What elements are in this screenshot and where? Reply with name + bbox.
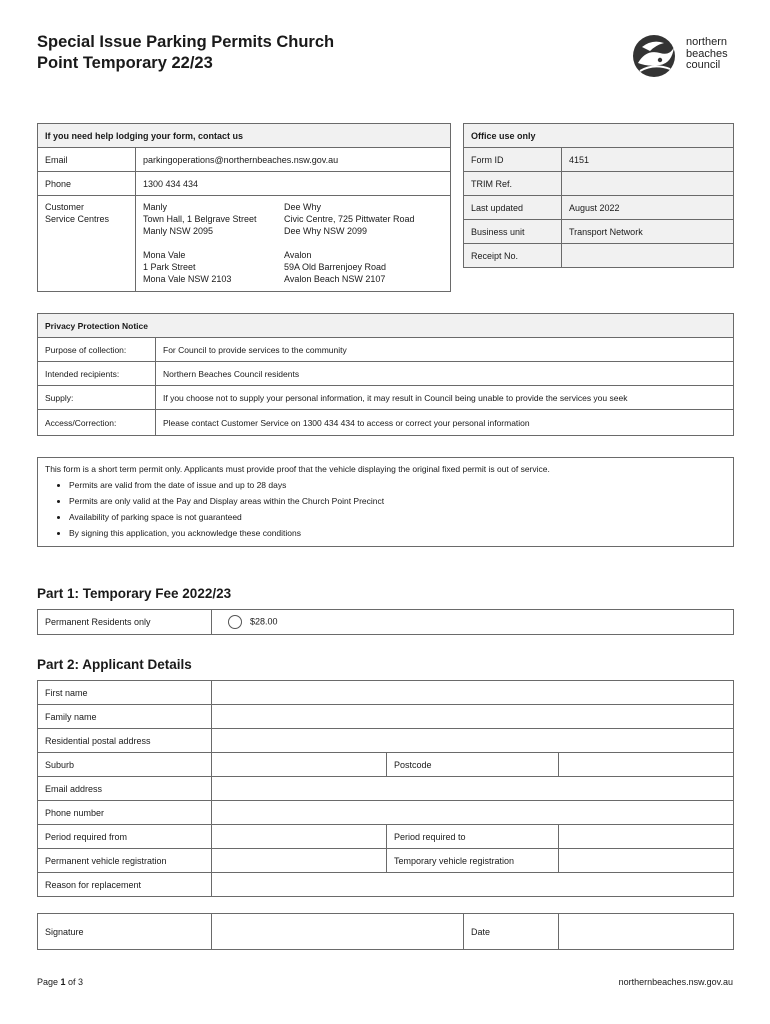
period-from-label: Period required from [38,825,212,849]
signature-label: Signature [38,914,212,950]
centre-address: 1 Park Street [143,262,196,272]
permanent-registration-field[interactable] [212,849,387,873]
notice-bullet-list [45,477,726,541]
temporary-registration-label: Temporary vehicle registration [387,849,559,873]
postal-address-label: Residential postal address [38,729,212,753]
contact-phone-value: 1300 434 434 [136,172,451,196]
office-trim-label: TRIM Ref. [464,172,562,196]
office-last-updated-label: Last updated [464,196,562,220]
contact-email-label: Email [38,148,136,172]
centre-suburb: Mona Vale NSW 2103 [143,274,232,284]
page-prefix: Page [37,977,61,987]
centre-name: Avalon [284,250,312,260]
page-current: 1 [60,977,66,987]
date-field[interactable] [559,914,734,950]
postcode-label: Postcode [387,753,559,777]
contact-centres-label [38,196,136,292]
reason-label: Reason for replacement [38,873,212,897]
privacy-recipients-label: Intended recipients: [38,362,156,386]
reason-field[interactable] [212,873,734,897]
contact-heading: If you need help lodging your form, contact us [38,124,451,148]
part2-heading: Part 2: Applicant Details [37,657,192,672]
period-to-field[interactable] [559,825,734,849]
page-suffix: of 3 [65,977,84,987]
suburb-field[interactable] [212,753,387,777]
contact-email-value: parkingoperations@northernbeaches.nsw.gov.au [136,148,451,172]
privacy-recipients-value: Northern Beaches Council residents [156,362,734,386]
first-name-label: First name [38,681,212,705]
phone-label: Phone number [38,801,212,825]
footer-website: northernbeaches.nsw.gov.au [618,977,733,987]
centre-dee-why [284,201,443,237]
privacy-access-value: Please contact Customer Service on 1300 434 434 to access or correct your personal information [156,410,734,436]
office-form-id-value: 4151 [562,148,734,172]
notice-bullet: • Availability of parking space is not guaranteed [69,509,726,525]
notice-intro: This form is a short term permit only. Applicants must provide proof that the vehicle displaying the original fixed permit is out of service. [45,464,550,474]
council-logo [630,33,740,79]
suburb-label: Suburb [38,753,212,777]
council-logo-icon [630,33,682,79]
office-receipt-label: Receipt No. [464,244,562,268]
logo-word-northern: northern [686,36,727,48]
page-number [37,977,83,987]
email-label: Email address [38,777,212,801]
part1-heading: Part 1: Temporary Fee 2022/23 [37,586,232,601]
office-form-id-label: Form ID [464,148,562,172]
contact-centres-list [136,196,451,292]
privacy-table [37,313,734,436]
privacy-access-label: Access/Correction: [38,410,156,436]
notice-bullet: • Permits are only valid at the Pay and Display areas within the Church Point Precinct [69,493,726,509]
postcode-field[interactable] [559,753,734,777]
office-business-unit-label: Business unit [464,220,562,244]
office-trim-value [562,172,734,196]
temporary-registration-field[interactable] [559,849,734,873]
family-name-label: Family name [38,705,212,729]
privacy-purpose-value: For Council to provide services to the community [156,338,734,362]
contact-table [37,123,451,292]
family-name-field[interactable] [212,705,734,729]
centre-manly [143,201,284,237]
fee-radio-button[interactable] [228,615,242,629]
centre-suburb: Avalon Beach NSW 2107 [284,274,386,284]
office-use-table [463,123,734,268]
contact-centres-label-line-2: Service Centres [45,214,110,224]
form-title [37,32,377,74]
centre-address: Civic Centre, 725 Pittwater Road [284,214,415,224]
permanent-registration-label: Permanent vehicle registration [38,849,212,873]
notice-bullet: • By signing this application, you acknowledge these conditions [69,525,726,541]
centre-avalon [284,249,443,285]
centre-name: Dee Why [284,202,322,212]
date-label: Date [464,914,559,950]
notice-bullet: • Permits are valid from the date of issue and up to 28 days [69,477,726,493]
privacy-purpose-label: Purpose of collection: [38,338,156,362]
centre-mona-vale [143,249,284,285]
logo-word-beaches: beaches [686,47,728,60]
contact-centres-label-line-1: Customer [45,202,85,212]
form-title-line-1: Special Issue Parking Permits Church [37,33,335,51]
centre-suburb: Dee Why NSW 2099 [284,226,368,236]
part1-fee-table [37,609,734,635]
privacy-supply-value: If you choose not to supply your personal information, it may result in Council being unable to provide the services you seek [156,386,734,410]
fee-option-label: $28.00 [250,616,278,627]
part1-label: Permanent Residents only [38,610,212,635]
office-business-unit-value: Transport Network [562,220,734,244]
logo-word-council: council [686,59,721,71]
phone-field[interactable] [212,801,734,825]
period-to-label: Period required to [387,825,559,849]
postal-address-field[interactable] [212,729,734,753]
office-receipt-value [562,244,734,268]
office-use-heading: Office use only [464,124,734,148]
applicant-details-table [37,680,734,897]
email-field[interactable] [212,777,734,801]
contact-phone-label: Phone [38,172,136,196]
office-last-updated-value: August 2022 [562,196,734,220]
privacy-supply-label: Supply: [38,386,156,410]
first-name-field[interactable] [212,681,734,705]
permit-conditions-notice [37,457,734,547]
centre-name: Manly [143,202,168,212]
centre-suburb: Manly NSW 2095 [143,226,214,236]
signature-table [37,913,734,950]
signature-field[interactable] [212,914,464,950]
period-from-field[interactable] [212,825,387,849]
centre-address: 59A Old Barrenjoey Road [284,262,387,272]
form-title-line-2: Point Temporary 22/23 [37,54,213,72]
fee-option[interactable] [212,610,734,635]
centre-name: Mona Vale [143,250,186,260]
privacy-heading: Privacy Protection Notice [38,314,734,338]
council-logo-text [686,37,728,72]
centre-address: Town Hall, 1 Belgrave Street [143,214,257,224]
